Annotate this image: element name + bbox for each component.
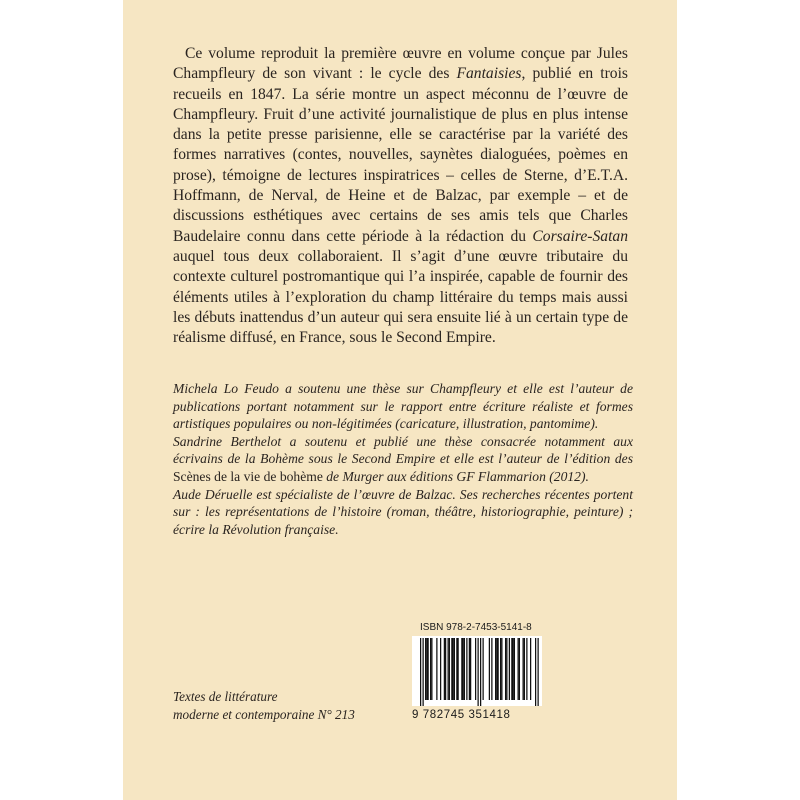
barcode-bar — [489, 638, 490, 700]
bio-part: Sandrine Berthelot a soutenu et publié une thèse consacrée notamment aux écrivains de la Bohème sous le Second Empire et elle est l’auteur de l’édition des — [173, 433, 633, 467]
barcode-bar — [453, 638, 454, 700]
barcode-bar — [526, 638, 527, 700]
bio-deruelle: Aude Déruelle est spécialiste de l’œuvre de Balzac. Ses recherches récentes portent sur : les représentations de l’histoire (roman, théâtre, historiographie, peinture) ; écrire la Révolution française. — [173, 486, 633, 537]
barcode-bar — [469, 638, 470, 700]
barcode-bar — [514, 638, 515, 700]
barcode-bar — [431, 638, 432, 700]
barcode-bar — [523, 638, 524, 700]
summary-part: , publié en trois recueils en 1847. La série montre un aspect méconnu de l’œuvre de Champfleury. Fruit d’une activité journalistique de plus en plus intense dans la petite presse parisienne, elle se caractérise par la variété des formes narratives (contes, nouvelles, saynètes dialoguées, poèmes en prose), témoigne de lectures inspiratrices – celles de Sterne, d’E.T.A. Hoffmann, de Nerval, de Heine et de Balzac, par exemple – et de discussions esthétiques avec certains de ses amis tels que Charles Baudelaire connu dans cette période à la rédaction du — [173, 65, 629, 245]
barcode-bar — [436, 638, 437, 700]
barcode-bar — [505, 638, 506, 700]
barcode-bar — [495, 638, 496, 700]
barcode-bar — [458, 638, 459, 700]
title-fantaisies: Fantaisies — [456, 65, 522, 83]
barcode-bar — [420, 638, 421, 706]
barcode-bar — [501, 638, 502, 700]
series-line-2: moderne et contemporaine N° 213 — [173, 706, 355, 722]
bio-part: de Murger aux éditions GF Flammarion (2012). — [322, 468, 589, 484]
bio-berthelot — [173, 433, 633, 486]
barcode-bar — [428, 638, 429, 700]
barcode-bar — [426, 638, 427, 700]
barcode-bar — [470, 638, 471, 700]
barcode-bar — [451, 638, 452, 700]
barcode-bar — [454, 638, 455, 700]
barcode-bar — [463, 638, 464, 700]
series-line-1: Textes de littérature — [173, 689, 278, 704]
barcode-bar — [509, 638, 510, 700]
bio-lo-feudo: Michela Lo Feudo a soutenu une thèse sur Champfleury et elle est l’auteur de publications portant notamment sur le rapport entre écriture réaliste et formes artistiques populaires ou non-légitimées (caricature, illustration, pantomime). — [173, 381, 633, 432]
barcode-bar — [483, 638, 484, 700]
barcode-bar — [425, 638, 426, 700]
barcode-bar — [445, 638, 446, 700]
summary-part: auquel tous deux collaboraient. Il s’agit d’une œuvre tributaire du contexte culturel postromantique qui l’a inspirée, capable de fournir des éléments utiles à l’exploration du champ littéraire du temps mais aussi les débuts inattendus d’un auteur qui sera ensuite lié à un certain type de réalisme diffusé, en France, sous le Second Empire. — [173, 247, 628, 347]
barcode-bar — [466, 638, 467, 700]
barcode-bar — [538, 638, 539, 706]
barcode-bar — [444, 638, 445, 700]
summary-part: Ce volume reproduit la première œuvre en volume conçue par Jules Champfleury de son vivant : le cycle des — [173, 45, 628, 83]
barcode-bar — [430, 638, 431, 700]
barcode-bar — [480, 638, 481, 706]
barcode-bar — [496, 638, 497, 700]
barcode-bar — [423, 638, 424, 706]
barcode-bar — [518, 638, 519, 700]
barcode-bar — [449, 638, 450, 700]
title-corsaire-satan: Corsaire-Satan — [532, 227, 628, 245]
summary-text — [173, 44, 628, 348]
barcode-bar — [498, 638, 499, 700]
barcode-bar — [535, 638, 536, 706]
barcode-bar — [519, 638, 520, 700]
barcode-bar — [513, 638, 514, 700]
barcode-bar — [511, 638, 512, 700]
barcode-bar — [524, 638, 525, 700]
isbn-label: ISBN 978-2-7453-5141-8 — [420, 622, 532, 633]
book-back-cover — [123, 0, 677, 800]
barcode-bar — [491, 638, 492, 700]
isbn-barcode-number: 9 782745 351418 — [412, 709, 511, 721]
barcode-bar — [464, 638, 465, 700]
summary-paragraph — [173, 44, 628, 348]
author-bios — [173, 380, 633, 538]
isbn-barcode — [412, 636, 542, 706]
barcode-bar — [475, 638, 476, 700]
barcode-bar — [478, 638, 479, 706]
barcode-bar — [448, 638, 449, 700]
barcode-bars — [412, 636, 542, 706]
barcode-bar — [506, 638, 507, 700]
barcode-bar — [456, 638, 457, 700]
title-scenes-vie-boheme: Scènes de la vie de bohème — [173, 468, 323, 484]
barcode-bar — [500, 638, 501, 700]
barcode-bar — [461, 638, 462, 700]
barcode-bar — [440, 638, 441, 700]
barcode-bar — [530, 638, 531, 700]
